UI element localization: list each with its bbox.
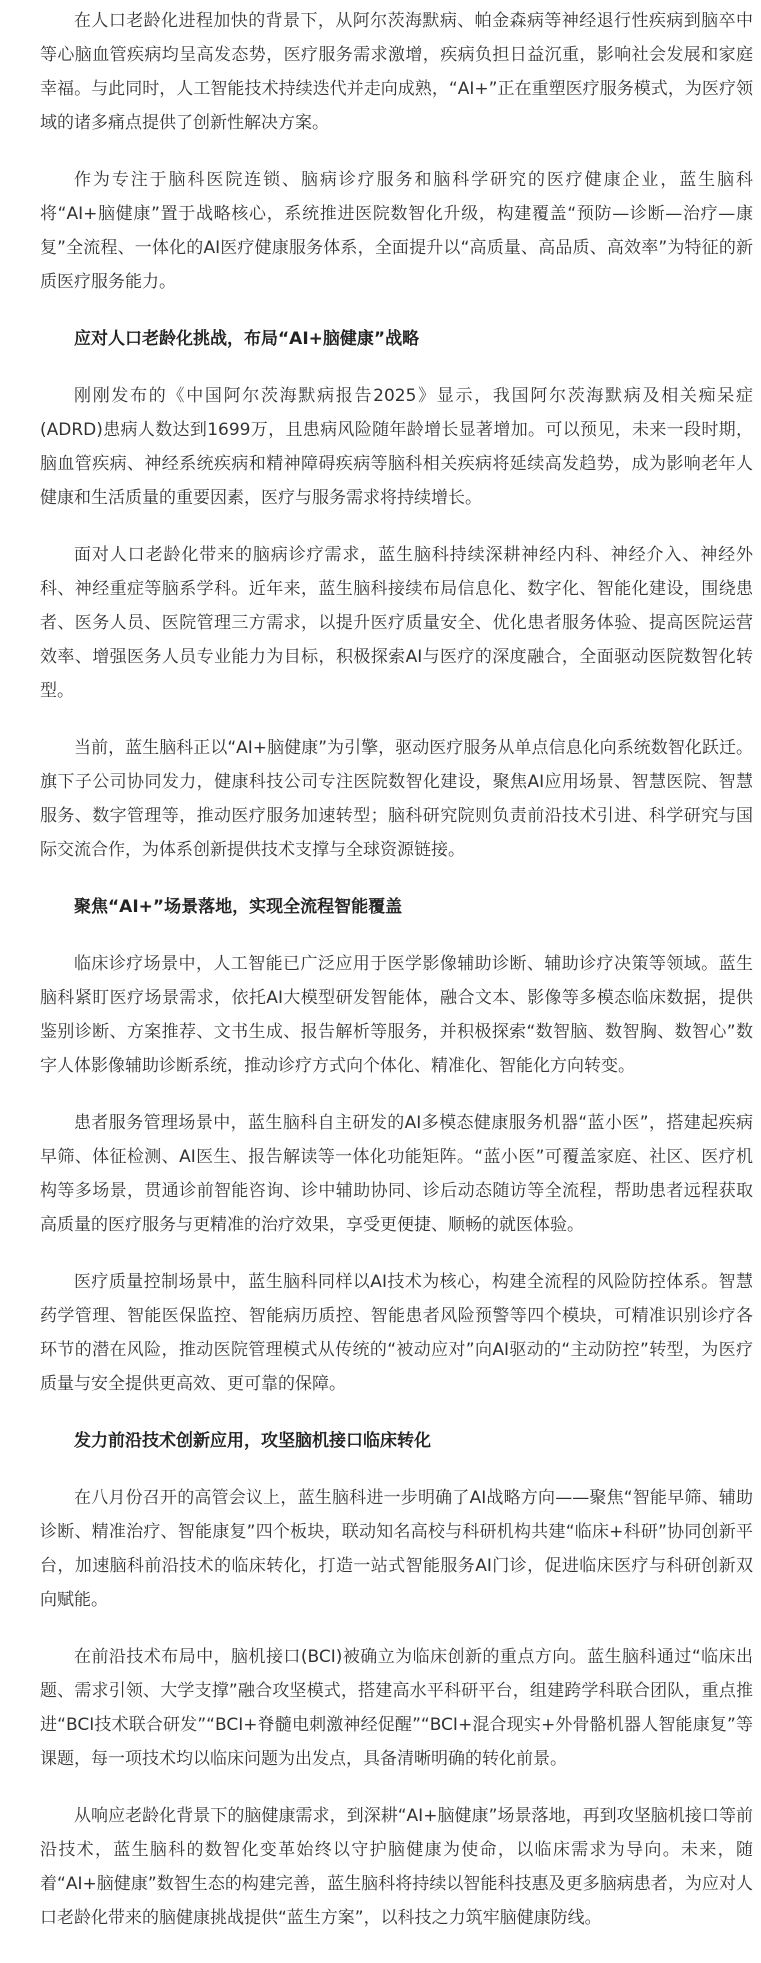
paragraph-quality-control: 医疗质量控制场景中，蓝生脑科同样以AI技术为核心，构建全流程的风险防控体系。智慧药学管理、智能医保监控、智能病历质控、智能患者风险预警等四个模块，可精准识别诊疗各环节的潜在风险，推动医院管理模式从传统的“被动应对”向AI驱动的“主动防控”转型，为医疗质量与安全提供更高效、更可靠的保障。 [40,1272,753,1394]
paragraph-company-strategy: 作为专注于脑科医院连锁、脑病诊疗服务和脑科学研究的医疗健康企业，蓝生脑科将“AI+脑健康”置于战略核心，系统推进医院数智化升级，构建覆盖“预防—诊断—治疗—康复”全流程、一体化的AI医疗健康服务体系，全面提升以“高质量、高品质、高效率”为特征的新质医疗服务能力。 [40,170,753,292]
paragraph-patient-service: 患者服务管理场景中，蓝生脑科自主研发的AI多模态健康服务机器“蓝小医”，搭建起疾病早筛、体征检测、AI医生、报告解读等一体化功能矩阵。“蓝小医”可覆盖家庭、社区、医疗机构等多场景，贯通诊前智能咨询、诊中辅助协同、诊后动态随访等全流程，帮助患者远程获取高质量的医疗服务与更精准的治疗效果，享受更便捷、顺畅的就医体验。 [40,1113,753,1235]
paragraph-ai-direction: 在八月份召开的高管会议上，蓝生脑科进一步明确了AI战略方向——聚焦“智能早筛、辅助诊断、精准治疗、智能康复”四个板块，联动知名高校与科研机构共建“临床+科研”协同创新平台，加速脑科前沿技术的临床转化，打造一站式智能服务AI门诊，促进临床医疗与科研创新双向赋能。 [40,1488,753,1610]
section-heading-ai-scenarios: 聚焦“AI+”场景落地，实现全流程智能覆盖 [74,897,403,917]
paragraph-adrd-report: 刚刚发布的《中国阿尔茨海默病报告2025》显示，我国阿尔茨海默病及相关痴呆症(ADRD)患病人数达到1699万，且患病风险随年龄增长显著增加。可以预见，未来一段时期，脑血管疾病、神经系统疾病和精神障碍疾病等脑科相关疾病将延续高发趋势，成为影响老年人健康和生活质量的重要因素，医疗与服务需求将持续增长。 [40,386,753,508]
section-heading-bci: 发力前沿技术创新应用，攻坚脑机接口临床转化 [74,1431,431,1451]
section-heading-aging-strategy: 应对人口老龄化挑战，布局“AI+脑健康”战略 [74,329,420,349]
paragraph-bci-research: 在前沿技术布局中，脑机接口(BCI)被确立为临床创新的重点方向。蓝生脑科通过“临床出题、需求引领、大学支撑”融合攻坚模式，搭建高水平科研平台，组建跨学科联合团队，重点推进“BCI技术联合研发”“BCI+脊髓电刺激神经促醒”“BCI+混合现实+外骨骼机器人智能康复”等课题，每一项技术均以临床问题为出发点，具备清晰明确的转化前景。 [40,1647,753,1769]
paragraph-clinical-scenario: 临床诊疗场景中，人工智能已广泛应用于医学影像辅助诊断、辅助诊疗决策等领域。蓝生脑科紧盯医疗场景需求，依托AI大模型研发智能体，融合文本、影像等多模态临床数据，提供鉴别诊断、方案推荐、文书生成、报告解析等服务，并积极探索“数智脑、数智胸、数智心”数字人体影像辅助诊断系统，推动诊疗方式向个体化、精准化、智能化方向转变。 [40,954,753,1076]
paragraph-intro-aging: 在人口老龄化进程加快的背景下，从阿尔茨海默病、帕金森病等神经退行性疾病到脑卒中等心脑血管疾病均呈高发态势，医疗服务需求激增，疾病负担日益沉重，影响社会发展和家庭幸福。与此同时，人工智能技术持续迭代并走向成熟，“AI+”正在重塑医疗服务模式，为医疗领域的诸多痛点提供了创新性解决方案。 [40,11,753,133]
paragraph-subsidiaries: 当前，蓝生脑科正以“AI+脑健康”为引擎，驱动医疗服务从单点信息化向系统数智化跃迁。旗下子公司协同发力，健康科技公司专注医院数智化建设，聚焦AI应用场景、智慧医院、智慧服务、数字管理等，推动医疗服务加速转型；脑科研究院则负责前沿技术引进、科学研究与国际交流合作，为体系创新提供技术支撑与全球资源链接。 [40,738,753,860]
paragraph-conclusion: 从响应老龄化背景下的脑健康需求，到深耕“AI+脑健康”场景落地，再到攻坚脑机接口等前沿技术，蓝生脑科的数智化变革始终以守护脑健康为使命，以临床需求为导向。未来，随着“AI+脑健康”数智生态的构建完善，蓝生脑科将持续以智能科技惠及更多脑病患者，为应对人口老龄化带来的脑健康挑战提供“蓝生方案”，以科技之力筑牢脑健康防线。 [40,1806,753,1928]
paragraph-digital-transformation: 面对人口老龄化带来的脑病诊疗需求，蓝生脑科持续深耕神经内科、神经介入、神经外科、神经重症等脑系学科。近年来，蓝生脑科接续布局信息化、数字化、智能化建设，围绕患者、医务人员、医院管理三方需求，以提升医疗质量安全、优化患者服务体验、提高医院运营效率、增强医务人员专业能力为目标，积极探索AI与医疗的深度融合，全面驱动医院数智化转型。 [40,545,753,701]
